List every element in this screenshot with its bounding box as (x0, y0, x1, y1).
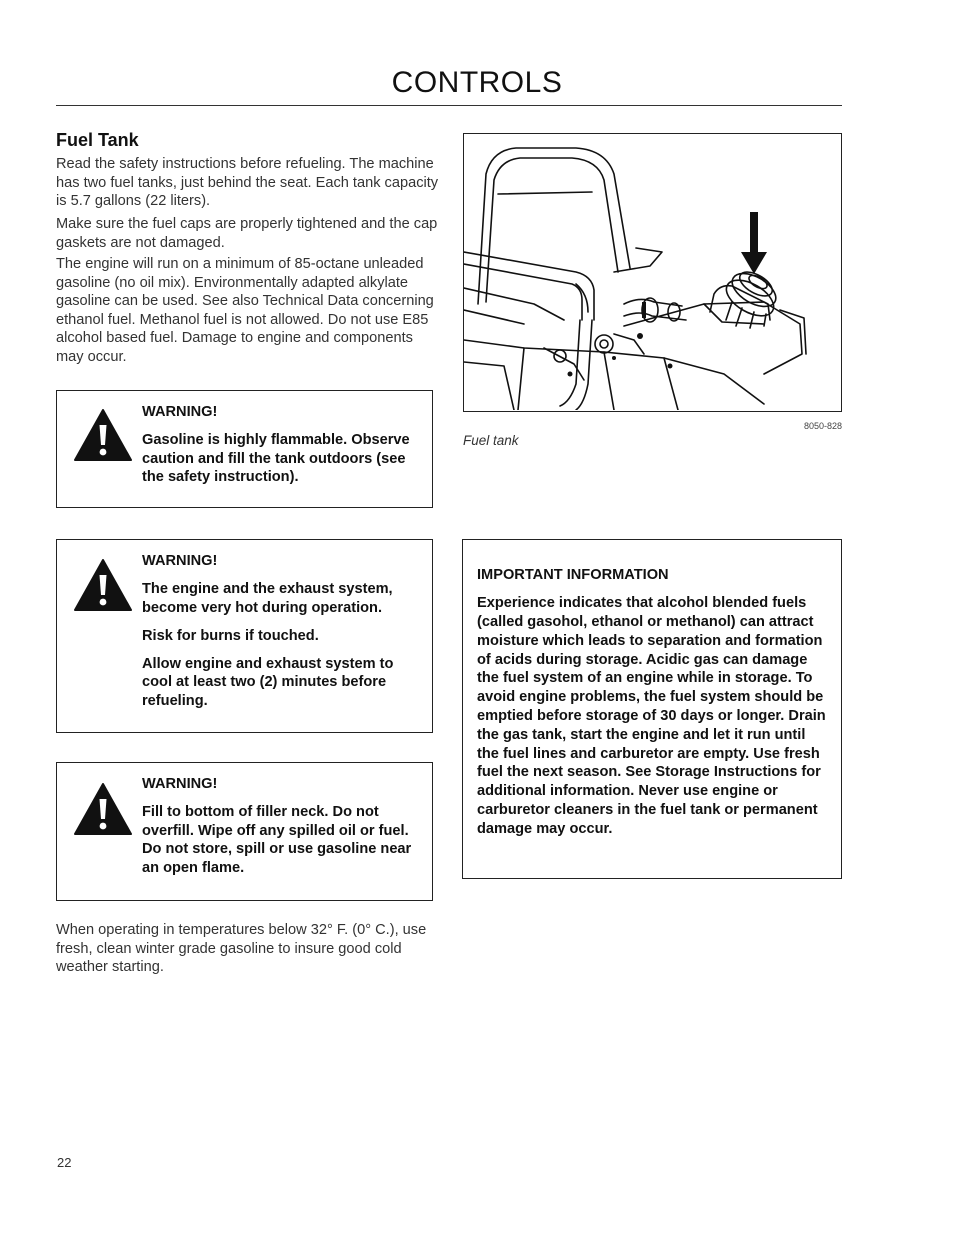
section-heading: Fuel Tank (56, 130, 139, 150)
figure-code: 8050-828 (803, 421, 842, 431)
header-rule (56, 105, 842, 106)
info-text: Experience indicates that alcohol blended fuels (called gasohol, ethanol or methanol) can attract moisture which leads to separation and formation of acids during storage. Acidic gas can damage the fuel system of an engine while in storage. To avoid engine problems, the fuel system should be emptied before storage of 30 days or longer. Drain the gas tank, start the engine and let it run until the fuel lines and carburetor are empty. Use fresh fuel the next season. See Storage Instructions for additional information. Never use engine or carburetor cleaners in the fuel tank or permanent damage may occur. (477, 595, 826, 837)
warning-text: The engine and the exhaust system, become very hot during operation. (142, 581, 393, 616)
fuel-tank-figure (463, 133, 842, 412)
warning-text: Fill to bottom of filler neck. Do not overfill. Wipe off any spilled oil or fuel. Do not store, spill or use gasoline near an open flame. (142, 804, 412, 876)
page-title: CONTROLS (391, 66, 563, 99)
warning-box-overfill (56, 762, 433, 901)
warning-label: WARNING! (142, 776, 218, 792)
warning-text: Gasoline is highly flammable. Observe caution and fill the tank outdoors (see the safety instruction). (142, 432, 410, 486)
warning-icon (73, 782, 133, 836)
paragraph-fuel-caps: Make sure the fuel caps are properly tightened and the cap gaskets are not damaged. (56, 216, 438, 251)
warning-label: WARNING! (142, 404, 218, 420)
info-label: IMPORTANT INFORMATION (477, 567, 669, 583)
figure-caption: Fuel tank (463, 433, 519, 448)
warning-box-hot-engine (56, 539, 433, 733)
page-number: 22 (57, 1155, 72, 1170)
fuel-tank-illustration (464, 134, 840, 410)
paragraph-intro: Read the safety instructions before refueling. The machine has two fuel tanks, just behind the seat. Each tank capacity is 5.7 gallons (22 liters). (56, 156, 439, 210)
paragraph-winter: When operating in temperatures below 32° F. (0° C.), use fresh, clean winter grade gasoline to insure good cold weather starting. (56, 922, 427, 976)
down-arrow-icon (741, 212, 767, 274)
warning-icon (73, 408, 133, 462)
warning-box-flammable (56, 390, 433, 508)
paragraph-octane: The engine will run on a minimum of 85-octane unleaded gasoline (no oil mix). Environmentally adapted alkylate gasoline can be used. See also Technical Data concerning ethanol fuel. Methanol fuel is not allowed. Do not use E85 alcohol based fuel. Damage to engine and components may occur. (56, 256, 434, 365)
important-info-box (462, 539, 842, 879)
warning-text: Allow engine and exhaust system to cool at least two (2) minutes before refueling. (142, 655, 394, 710)
warning-label: WARNING! (142, 553, 218, 569)
warning-text: Risk for burns if touched. (142, 627, 319, 644)
warning-icon (73, 558, 133, 612)
